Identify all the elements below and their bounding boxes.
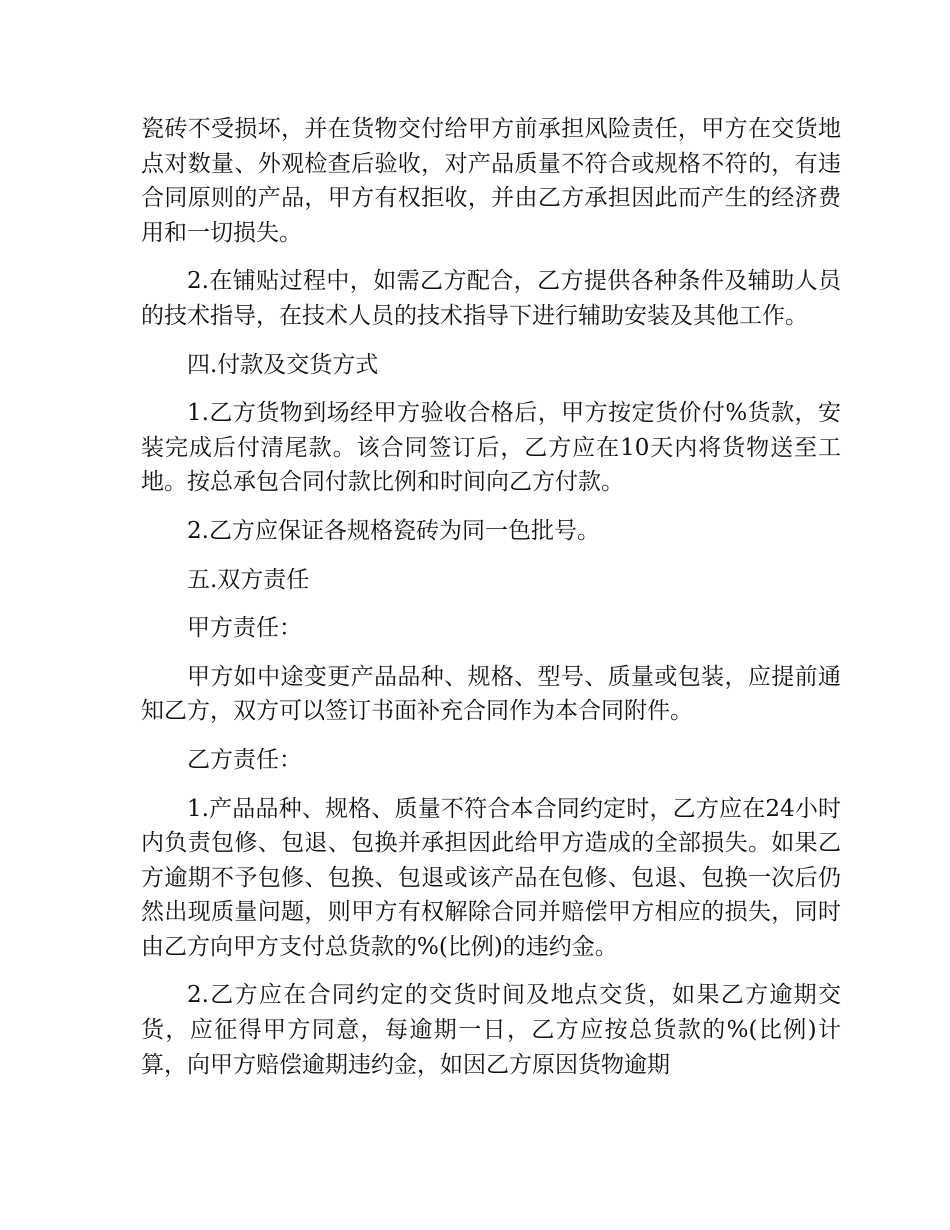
paragraph-payment-terms: 1.乙方货物到场经甲方验收合格后，甲方按定货价付%货款，安装完成后付清尾款。该合同签订后，乙方应在10天内将货物送至工地。按总承包合同付款比例和时间向乙方付款。 xyxy=(141,400,841,496)
document-body xyxy=(141,112,841,1096)
paragraph-late-delivery: 2.乙方应在合同约定的交货时间及地点交货，如果乙方逾期交货，应征得甲方同意，每逾期一日，乙方应按总货款的%(比例)计算，向甲方赔偿逾期违约金，如因乙方原因货物逾期 xyxy=(141,982,841,1078)
paragraph-tile-damage-liability: 瓷砖不受损坏，并在货物交付给甲方前承担风险责任，甲方在交货地点对数量、外观检查后验收，对产品质量不符合或规格不符的，有违合同原则的产品，甲方有权拒收，并由乙方承担因此而产生的经济费用和一切损失。 xyxy=(141,116,841,246)
paragraph-party-a-changes: 甲方如中途变更产品品种、规格、型号、质量或包装，应提前通知乙方，双方可以签订书面补充合同作为本合同附件。 xyxy=(141,663,841,725)
paragraph-installation-assistance: 2.在铺贴过程中，如需乙方配合，乙方提供各种条件及辅助人员的技术指导，在技术人员的技术指导下进行辅助安装及其他工作。 xyxy=(141,268,841,329)
subheading-party-a-responsibility: 甲方责任： xyxy=(187,615,302,642)
subheading-party-b-responsibility: 乙方责任： xyxy=(187,746,302,773)
section-heading-payment-delivery: 四.付款及交货方式 xyxy=(187,351,379,378)
paragraph-batch-number: 2.乙方应保证各规格瓷砖为同一色批号。 xyxy=(187,517,600,544)
paragraph-quality-nonconformance: 1.产品品种、规格、质量不符合本合同约定时，乙方应在24小时内负责包修、包退、包换并承担因此给甲方造成的全部损失。如果乙方逾期不予包修、包换、包退或该产品在包修、包退、包换一次后仍然出现质量问题，则甲方有权解除合同并赔偿甲方相应的损失，同时由乙方向甲方支付总货款的%(比例)的违约金。 xyxy=(141,795,841,960)
section-heading-responsibilities: 五.双方责任 xyxy=(187,566,310,593)
